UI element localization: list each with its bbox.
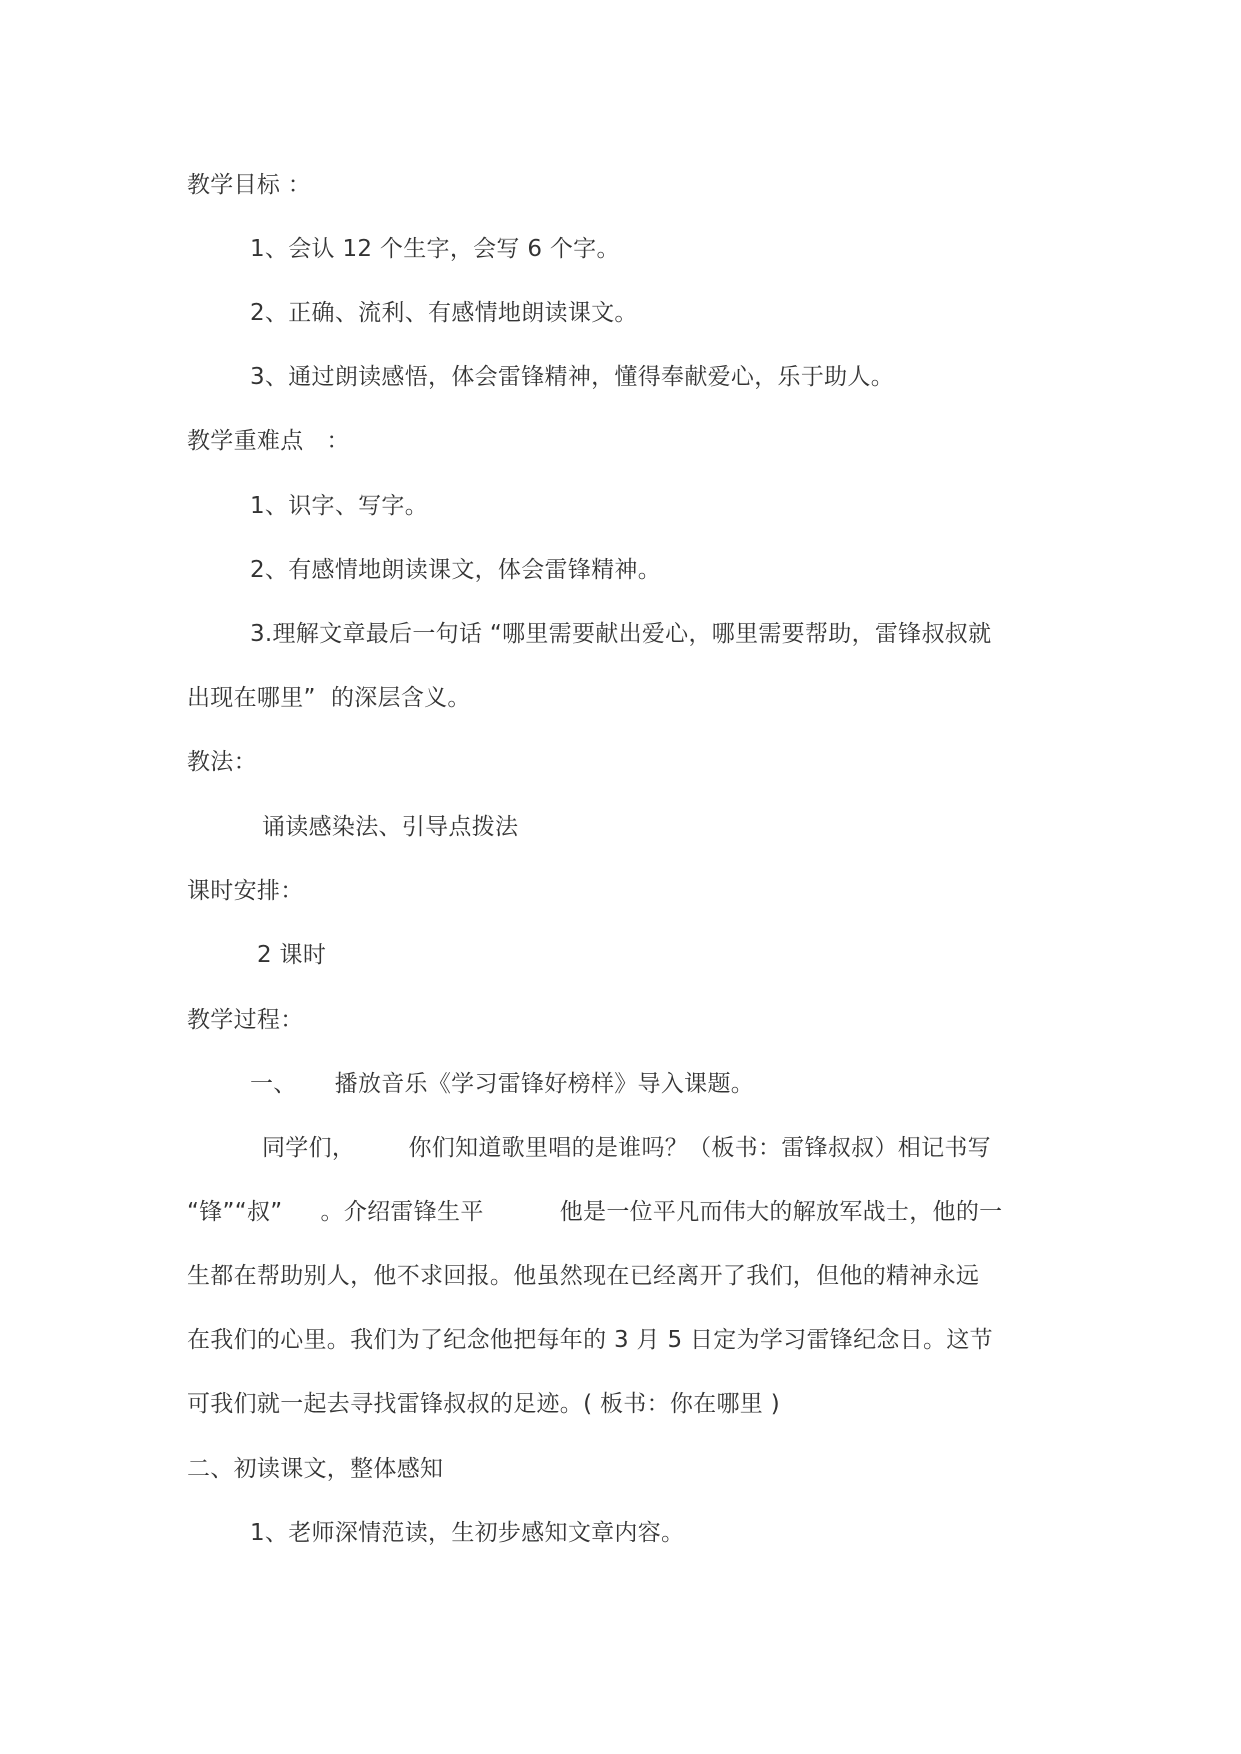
paragraph-line: 在我们的心里。我们为了纪念他把每年的 3 月 5 日定为学习雷锋纪念日。这节 (187, 1327, 993, 1353)
method-text: 诵读感染法、引导点拨法 (262, 814, 519, 840)
process-step-2: 二、初读课文，整体感知 (187, 1456, 444, 1482)
heading-teaching-goals: 教学目标 ： (187, 172, 312, 198)
heading-process: 教学过程： (187, 1007, 304, 1033)
paragraph-line: “锋”“叔” 。介绍雷锋生平 他是一位平凡而伟大的解放军战士，他的一 (187, 1199, 1003, 1225)
paragraph-line: 同学们， 你们知道歌里唱的是谁吗？（板书：雷锋叔叔）相记书写 (262, 1135, 991, 1161)
paragraph-line: 生都在帮助别人，他不求回报。他虽然现在已经离开了我们，但他的精神永远 (187, 1263, 980, 1289)
key-point-2: 2、有感情地朗读课文，体会雷锋精神。 (250, 557, 662, 583)
goal-item-2: 2、正确、流利、有感情地朗读课文。 (250, 300, 638, 326)
goal-item-1: 1、会认 12 个生字，会写 6 个字。 (250, 236, 620, 262)
paragraph-line: 可我们就一起去寻找雷锋叔叔的足迹。( 板书：你在哪里 ) (187, 1391, 780, 1417)
heading-method: 教法： (187, 749, 257, 775)
process-step-2-item-1: 1、老师深情范读，生初步感知文章内容。 (250, 1520, 685, 1546)
schedule-text: 2 课时 (257, 942, 327, 968)
key-point-3: 3.理解文章最后一句话 “哪里需要献出爱心，哪里需要帮助，雷锋叔叔就 (250, 621, 992, 647)
goal-item-3: 3、通过朗读感悟，体会雷锋精神，懂得奉献爱心，乐于助人。 (250, 364, 895, 390)
key-point-3-continued: 出现在哪里” 的深层含义。 (187, 685, 471, 711)
key-point-1: 1、识字、写字。 (250, 493, 429, 519)
heading-key-points: 教学重难点 ： (187, 428, 350, 454)
heading-schedule: 课时安排： (187, 878, 304, 904)
process-step-1: 一、 播放音乐《学习雷锋好榜样》导入课题。 (250, 1071, 755, 1097)
